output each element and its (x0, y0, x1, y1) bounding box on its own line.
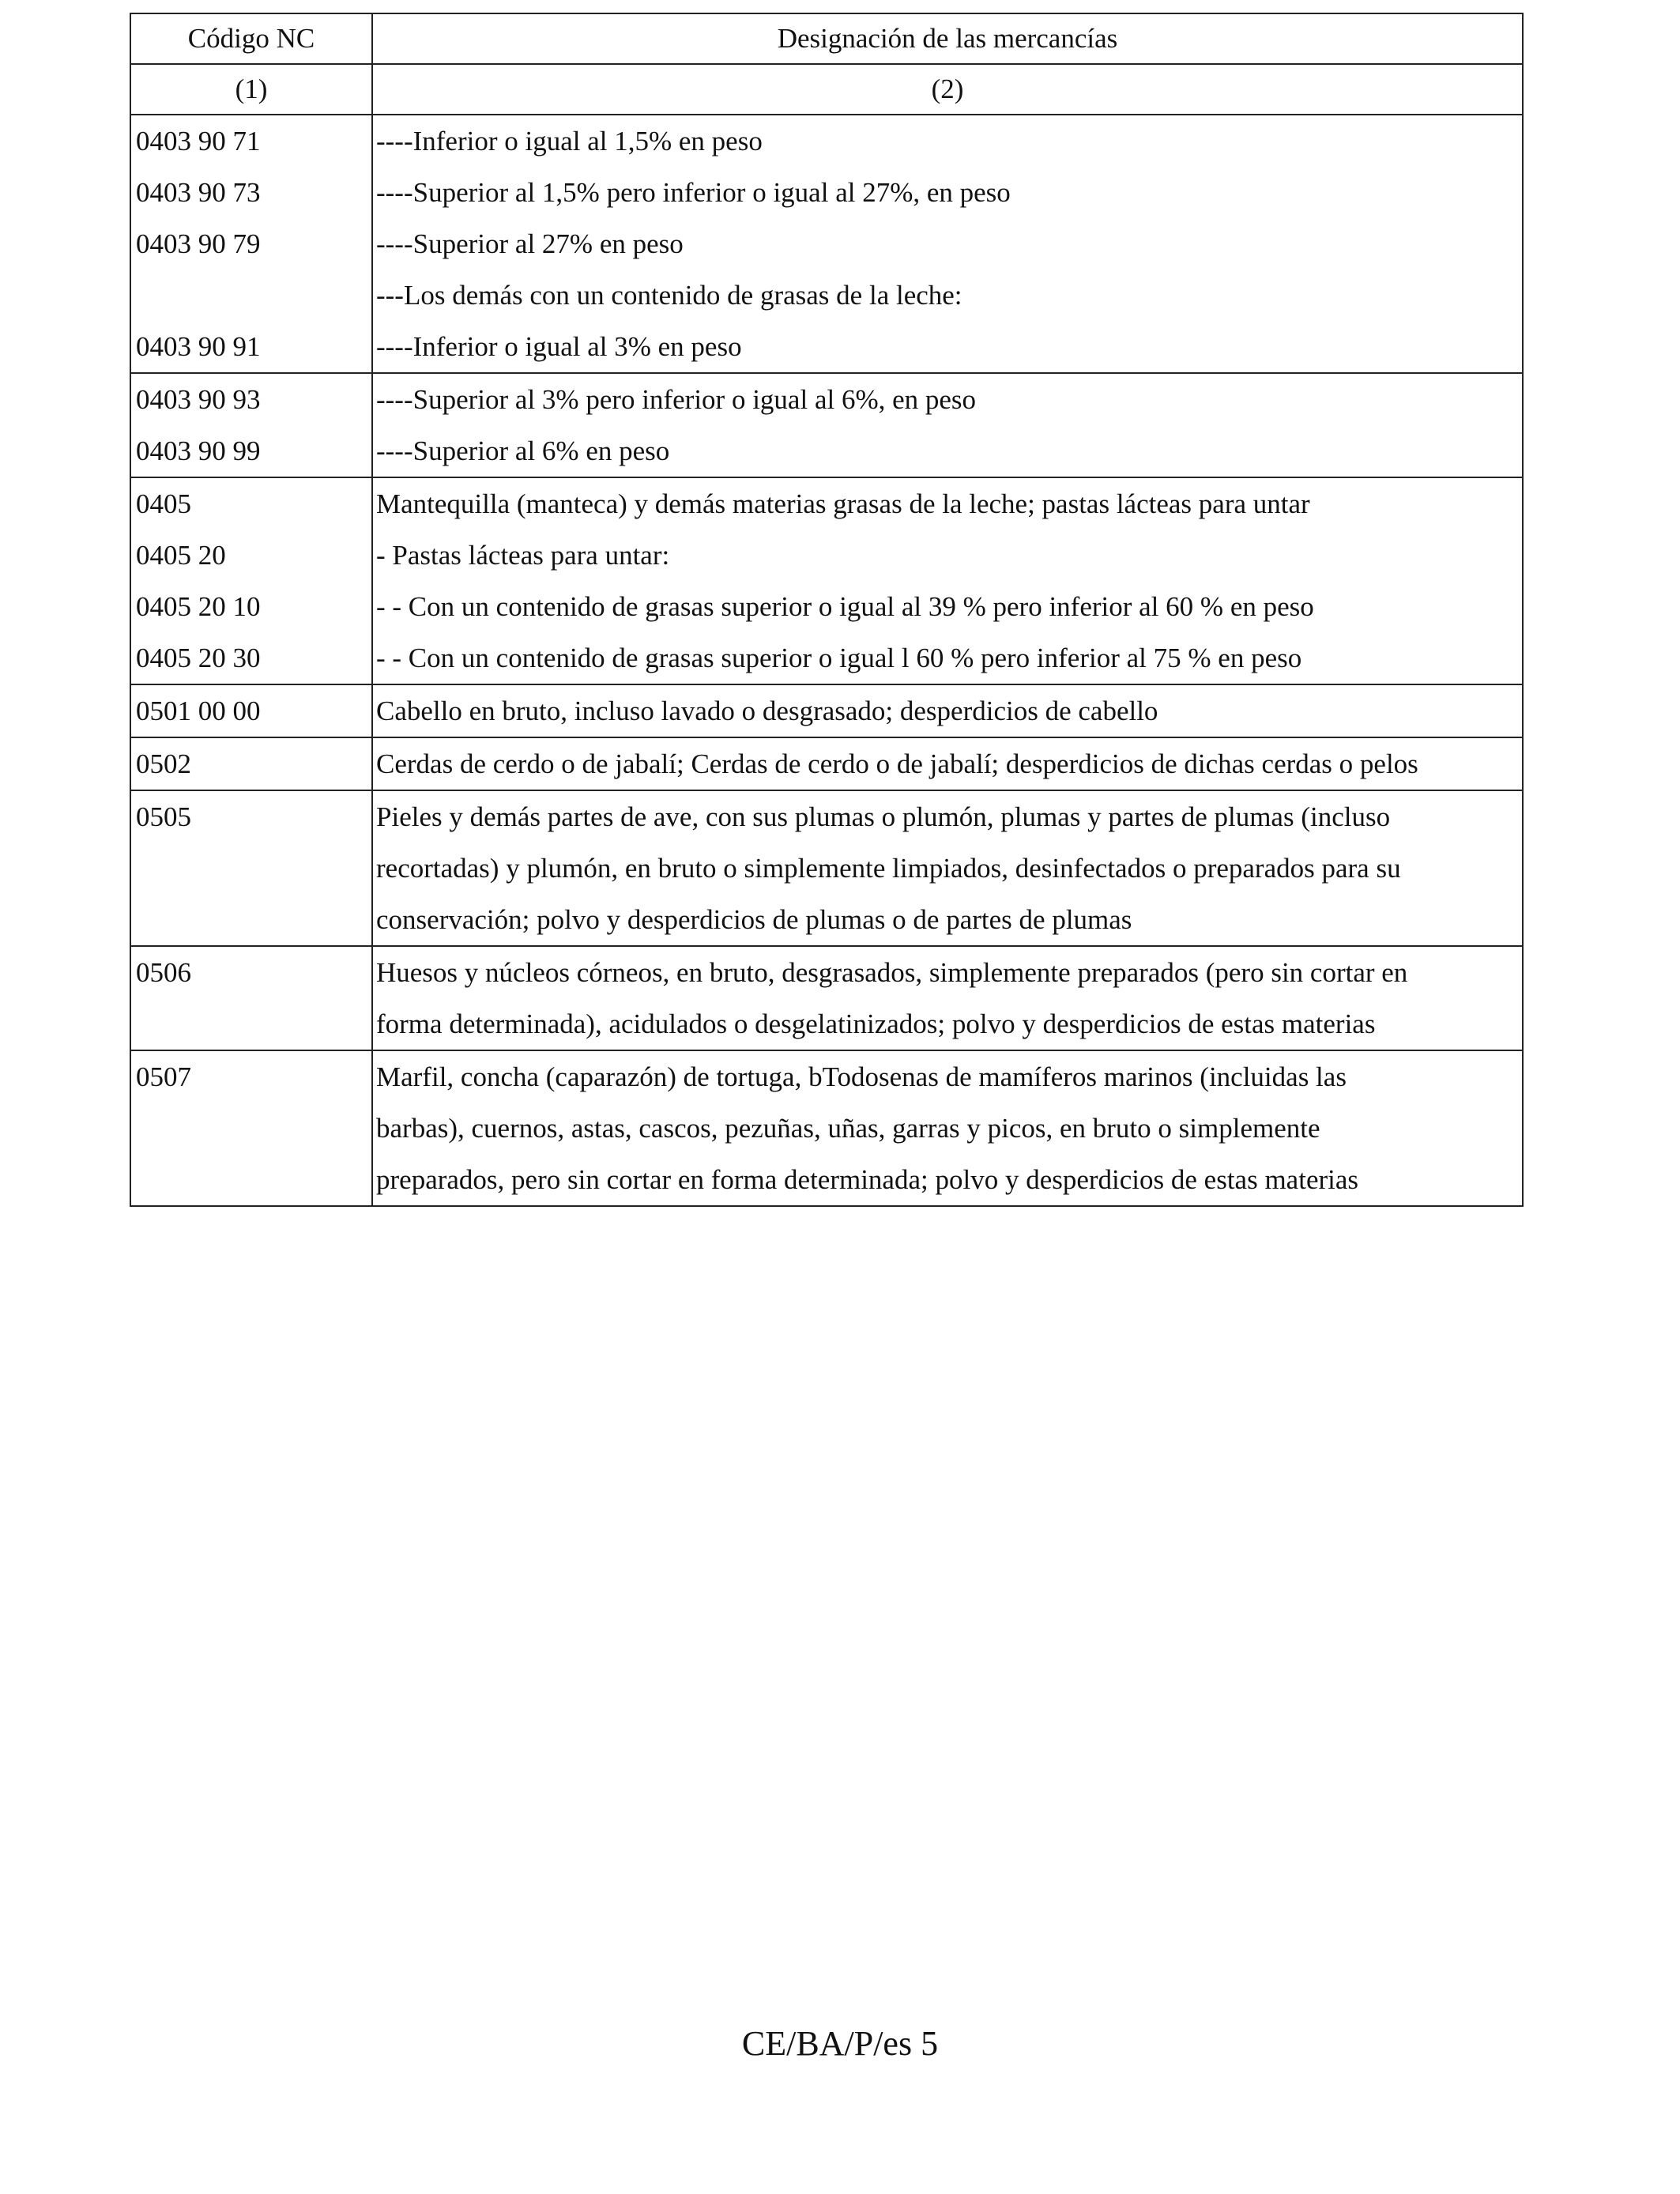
designation-line: Mantequilla (manteca) y demás materias grasas de la leche; pastas lácteas para untar (376, 488, 1310, 519)
nc-code: 0505 (136, 801, 191, 832)
tariff-table (130, 13, 1524, 1207)
designation-line: ---Los demás con un contenido de grasas de la leche: (376, 280, 962, 311)
code-cell (130, 115, 372, 373)
page-reference: CE/BA/P/es 5 (741, 2024, 939, 2063)
table-row (130, 1050, 1523, 1206)
designation-line: ----Superior al 6% en peso (376, 435, 670, 466)
code-cell (130, 373, 372, 477)
designation-line: Pieles y demás partes de ave, con sus plumas o plumón, plumas y partes de plumas (incluso (376, 801, 1391, 832)
nc-code: 0403 90 73 (136, 177, 261, 208)
nc-code: 0403 90 99 (136, 435, 261, 466)
designation-line: ----Inferior o igual al 1,5% en peso (376, 126, 763, 156)
designation-cell (372, 115, 1523, 373)
designation-line: preparados, pero sin cortar en forma determinada; polvo y desperdicios de estas materias (376, 1164, 1359, 1195)
designation-cell (372, 477, 1523, 684)
nc-code: 0502 (136, 748, 191, 779)
column-number-2: (2) (372, 64, 1523, 115)
designation-line: Cerdas de cerdo o de jabalí; Cerdas de cerdo o de jabalí; desperdicios de dichas cerdas o pelos (376, 748, 1418, 779)
designation-line: Huesos y núcleos córneos, en bruto, desgrasados, simplemente preparados (pero sin cortar en (376, 957, 1408, 988)
designation-cell (372, 737, 1523, 790)
designation-line: Cabello en bruto, incluso lavado o desgrasado; desperdicios de cabello (376, 696, 1158, 726)
table-row (130, 790, 1523, 946)
nc-code: 0403 90 91 (136, 331, 261, 362)
nc-code: 0403 90 93 (136, 384, 261, 415)
nc-code: 0501 00 00 (136, 696, 261, 726)
table-row (130, 946, 1523, 1050)
nc-code: 0405 20 (136, 540, 226, 571)
designation-line: recortadas) y plumón, en bruto o simplemente limpiados, desinfectados o preparados para su (376, 853, 1401, 884)
nc-code: 0403 90 71 (136, 126, 261, 156)
nc-code (136, 270, 368, 321)
designation-line: - Pastas lácteas para untar: (376, 540, 670, 571)
designation-cell (372, 790, 1523, 946)
designation-line: ----Superior al 1,5% pero inferior o igual al 27%, en peso (376, 177, 1011, 208)
designation-line: forma determinada), acidulados o desgelatinizados; polvo y desperdicios de estas materias (376, 1008, 1376, 1039)
column-number-1: (1) (130, 64, 372, 115)
column-number-row (130, 64, 1523, 115)
code-cell (130, 790, 372, 946)
table-row (130, 373, 1523, 477)
code-cell (130, 946, 372, 1050)
designation-cell (372, 1050, 1523, 1206)
designation-line: - - Con un contenido de grasas superior o igual al 39 % pero inferior al 60 % en peso (376, 591, 1314, 622)
table-body (130, 115, 1523, 1206)
table-row (130, 477, 1523, 684)
code-cell (130, 684, 372, 737)
table-row (130, 737, 1523, 790)
designation-line: barbas), cuernos, astas, cascos, pezuñas, uñas, garras y picos, en bruto o simplemente (376, 1113, 1320, 1144)
designation-line: Marfil, concha (caparazón) de tortuga, bTodosenas de mamíferos marinos (incluidas las (376, 1061, 1347, 1092)
nc-code: 0405 (136, 488, 191, 519)
table-row (130, 115, 1523, 373)
nc-code: 0506 (136, 957, 191, 988)
nc-code: 0403 90 79 (136, 228, 261, 259)
designation-line: ----Inferior o igual al 3% en peso (376, 331, 742, 362)
designation-line: ----Superior al 27% en peso (376, 228, 684, 259)
designation-line: ----Superior al 3% pero inferior o igual al 6%, en peso (376, 384, 977, 415)
header-row (130, 13, 1523, 64)
designation-line: conservación; polvo y desperdicios de plumas o de partes de plumas (376, 904, 1132, 935)
designation-cell (372, 684, 1523, 737)
designation-cell (372, 946, 1523, 1050)
designation-line: - - Con un contenido de grasas superior o igual l 60 % pero inferior al 75 % en peso (376, 643, 1302, 673)
nc-code: 0405 20 10 (136, 591, 261, 622)
table-row (130, 684, 1523, 737)
code-cell (130, 1050, 372, 1206)
code-cell (130, 737, 372, 790)
code-cell (130, 477, 372, 684)
header-designation: Designación de las mercancías (372, 13, 1523, 64)
designation-cell (372, 373, 1523, 477)
nc-code: 0405 20 30 (136, 643, 261, 673)
header-code: Código NC (130, 13, 372, 64)
nc-code: 0507 (136, 1061, 191, 1092)
